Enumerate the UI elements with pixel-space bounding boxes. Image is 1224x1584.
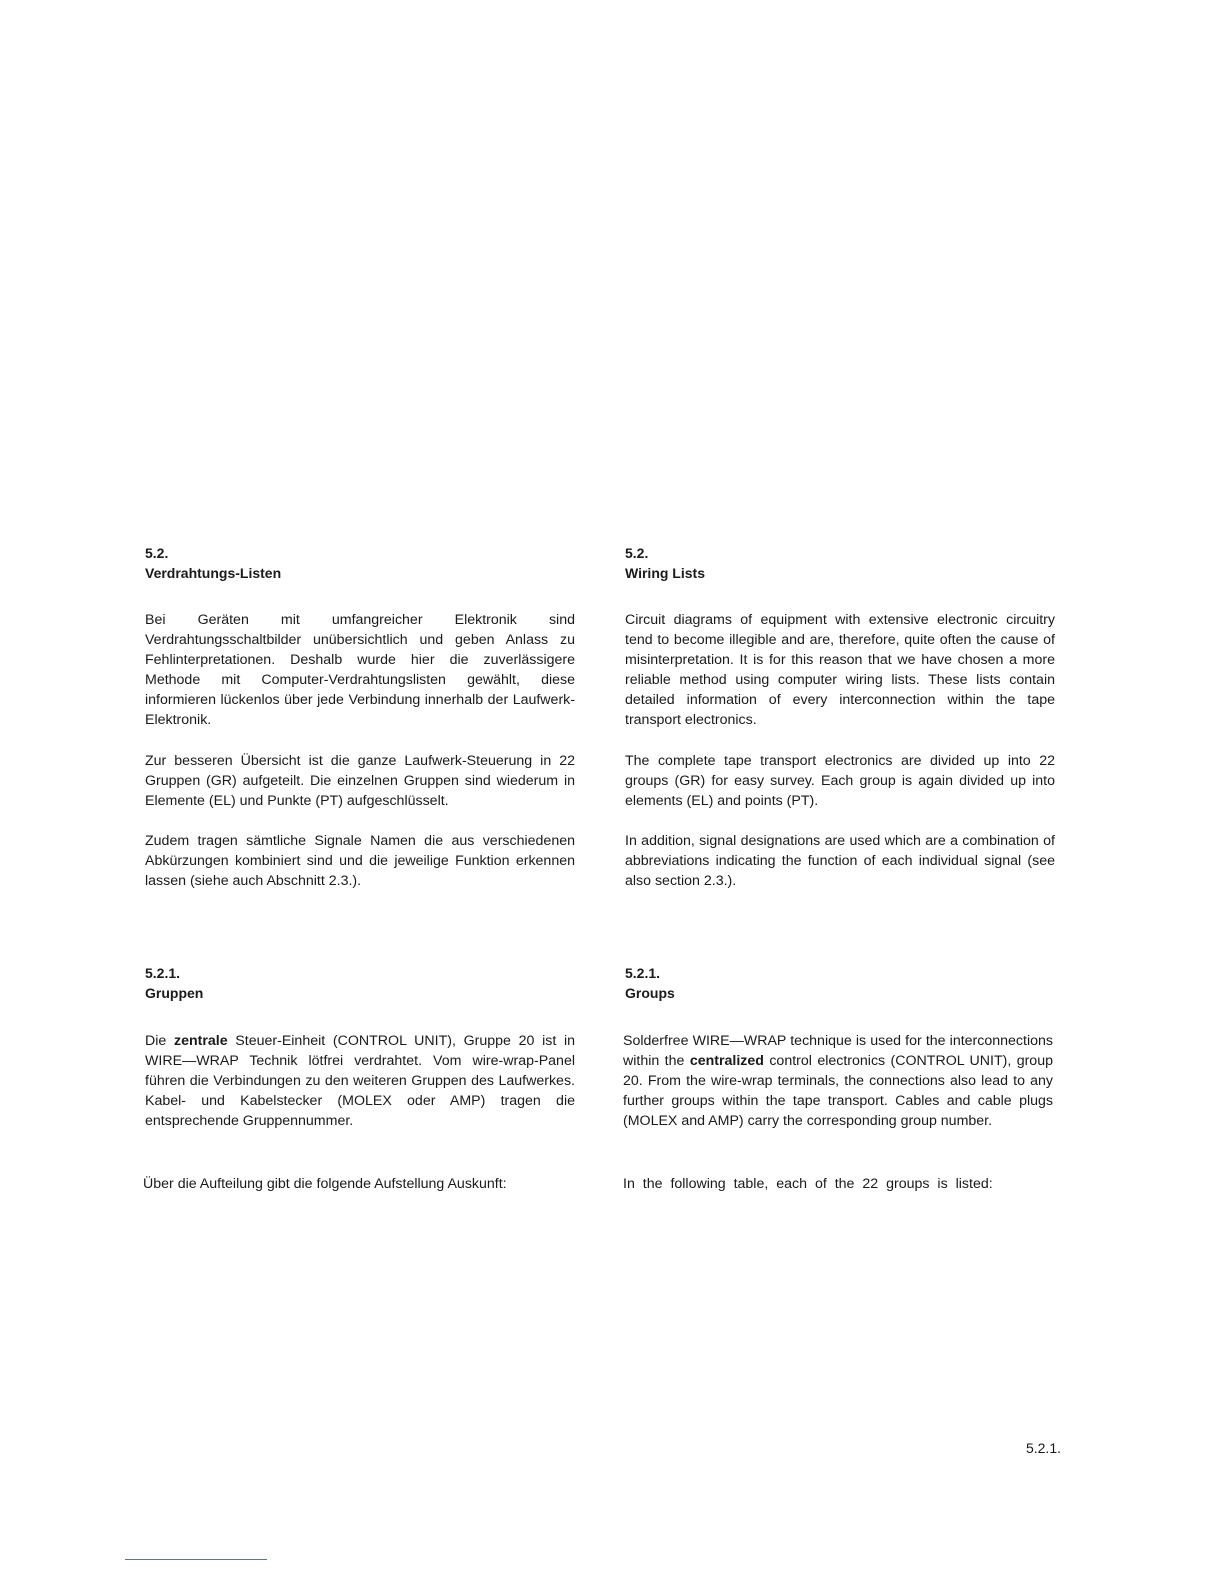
paragraph-de-2: Zur besseren Übersicht ist die ganze Laufwerk-Steuerung in 22 Gruppen (GR) aufgeteilt. Die einzelnen Gruppen sind wiederum in Elemente (EL) und Punkte (PT) aufgeschlüsselt. — [145, 753, 575, 809]
section-number: 5.2.1. — [625, 965, 661, 981]
section-heading-5-2-1-de — [145, 963, 203, 1003]
section-number: 5.2. — [145, 545, 169, 561]
paragraph-en-1: Circuit diagrams of equipment with extensive electronic circuitry tend to become illegible and are, therefore, quite often the cause of misinterpretation. It is for this reason that we have chosen a more reliable method using computer wiring lists. These lists contain detailed information of every interconnection within the tape transport electronics. — [625, 612, 1055, 728]
page-number: 5.2.1. — [1025, 1440, 1061, 1456]
section-heading-5-2-de — [145, 543, 281, 583]
paragraph-en-4: Solderfree WIRE—WRAP technique is used for the interconnections within the centralized control electronics (CONTROL UNIT), group 20. From the wire-wrap terminals, the connections also lead to any further groups within the tape transport. Cables and cable plugs (MOLEX and AMP) carry the corresponding group number. — [623, 1033, 1053, 1129]
section-title: Verdrahtungs-Listen — [145, 565, 282, 581]
paragraph-de-1: Bei Geräten mit umfangreicher Elektronik sind Verdrahtungsschaltbilder unübersichtlich und geben Anlass zu Fehlinterpretationen. Deshalb wurde hier die zuverlässigere Methode mit Computer-Verdrahtungslisten gewählt, diese informieren lückenlos über jede Verbindung innerhalb der Laufwerk-Elektronik. — [145, 612, 575, 728]
section-number: 5.2.1. — [145, 965, 181, 981]
emphasis: zentrale — [173, 1033, 228, 1049]
paragraph-de-4: Die zentrale Steuer-Einheit (CONTROL UNIT), Gruppe 20 ist in WIRE—WRAP Technik lötfrei verdrahtet. Vom wire-wrap-Panel führen die Verbindungen zu den weiteren Gruppen des Laufwerkes. Kabel- und Kabelstecker (MOLEX oder AMP) tragen die entsprechende Gruppennummer. — [145, 1033, 575, 1129]
section-title: Groups — [625, 985, 675, 1001]
section-number: 5.2. — [625, 545, 649, 561]
section-heading-5-2-en — [625, 543, 705, 583]
paragraph-en-2: The complete tape transport electronics are divided up into 22 groups (GR) for easy survey. Each group is again divided up into elements (EL) and points (PT). — [625, 753, 1055, 809]
paragraph-de-5: Über die Aufteilung gibt die folgende Aufstellung Auskunft: — [143, 1176, 507, 1192]
section-title: Gruppen — [145, 985, 204, 1001]
paragraph-en-5: In the following table, each of the 22 groups is listed: — [623, 1176, 993, 1192]
section-heading-5-2-1-en — [625, 963, 675, 1003]
section-title: Wiring Lists — [625, 565, 705, 581]
paragraph-de-3: Zudem tragen sämtliche Signale Namen die aus verschiedenen Abkürzungen kombiniert sind und die jeweilige Funktion erkennen lassen (siehe auch Abschnitt 2.3.). — [145, 833, 575, 889]
paragraph-en-3: In addition, signal designations are used which are a combination of abbreviations indicating the function of each individual signal (see also section 2.3.). — [625, 833, 1055, 889]
emphasis: centralized — [689, 1053, 764, 1069]
footer-rule — [125, 1559, 267, 1560]
